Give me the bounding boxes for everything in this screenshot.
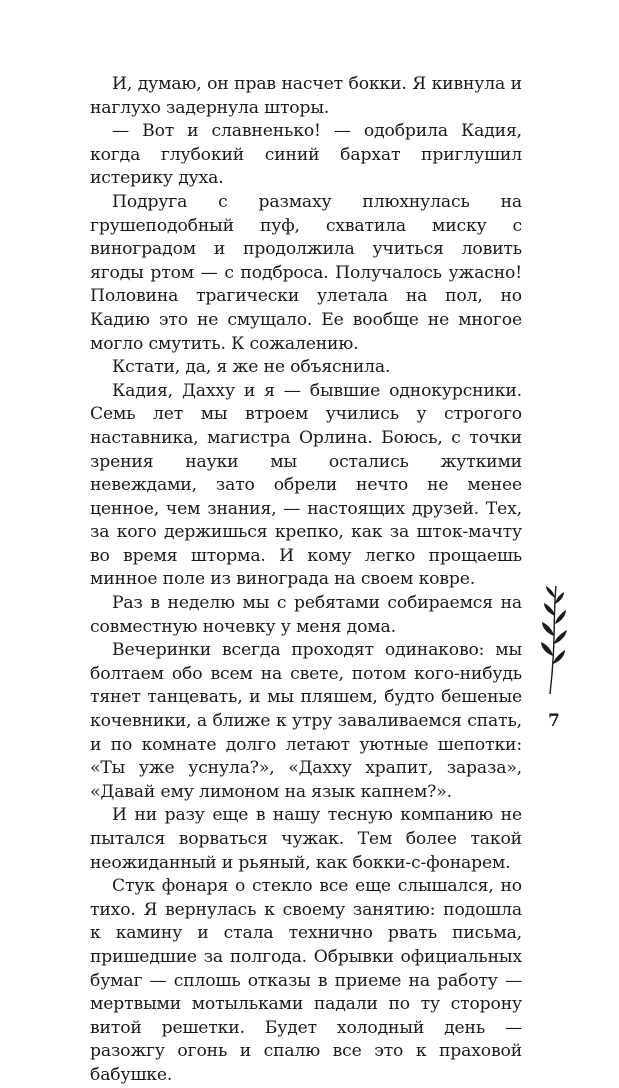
paragraph-3: Подруга с размаху плюхнулась на грушеподобный пуф, схватила миску с виноградом и продолжила учиться ловить ягоды ртом — с подброса. Получалось ужасно! Половина трагически улетала на пол, но Кадию это не смущало. Ее вообще не многое могло смутить. К сожалению. bbox=[90, 191, 522, 354]
paragraph-7: Вечеринки всегда проходят одинаково: мы болтаем обо всем на свете, потом кого-нибудь тянет танцевать, и мы пляшем, будто бешеные кочевники, а ближе к утру заваливаемся спать, и по комнате долго летают уютные шепотки: «Ты уже уснула?», «Дахху храпит, зараза», «Давай ему лимоном на язык капнем?». bbox=[90, 640, 522, 802]
paragraph-6: Раз в неделю мы с ребятами собираемся на совместную ночевку у меня дома. bbox=[90, 593, 522, 637]
paragraph-4: Кстати, да, я же не объяснила. bbox=[112, 357, 391, 378]
paragraph-2: — Вот и славненько! — одобрила Кадия, когда глубокий синий бархат приглушил истерику духа. bbox=[90, 121, 522, 189]
page-text bbox=[90, 73, 522, 1088]
paragraph-8: И ни разу еще в нашу тесную компанию не пытался ворваться чужак. Тем более такой неожиданный и рьяный, как бокки-с-фонарем. bbox=[90, 805, 522, 873]
paragraph-9: Стук фонаря о стекло все еще слышался, но тихо. Я вернулась к своему занятию: подошла к камину и стала технично рвать письма, пришедшие за полгода. Обрывки официальных бумаг — сплошь отказы в приеме на работу — мертвыми мотыльками падали по ту сторону витой решетки. Будет холодный день — разожгу огонь и спалю все это к праховой бабушке. bbox=[90, 876, 522, 1085]
paragraph-1: И, думаю, он прав насчет бокки. Я кивнула и наглухо задернула шторы. bbox=[90, 74, 522, 118]
page-number: 7 bbox=[548, 711, 560, 731]
paragraph-5: Кадия, Дахху и я — бывшие однокурсники. Семь лет мы втроем учились у строгого наставника, магистра Орлина. Боюсь, с точки зрения науки мы остались жуткими невеждами, зато обрели нечто не менее ценное, чем знания, — настоящих друзей. Тех, за кого держишься крепко, как за шток-мачту во время шторма. И кому легко прощаешь минное поле из винограда на своем ковре. bbox=[90, 380, 522, 590]
leaf-sprig-icon bbox=[534, 584, 574, 696]
